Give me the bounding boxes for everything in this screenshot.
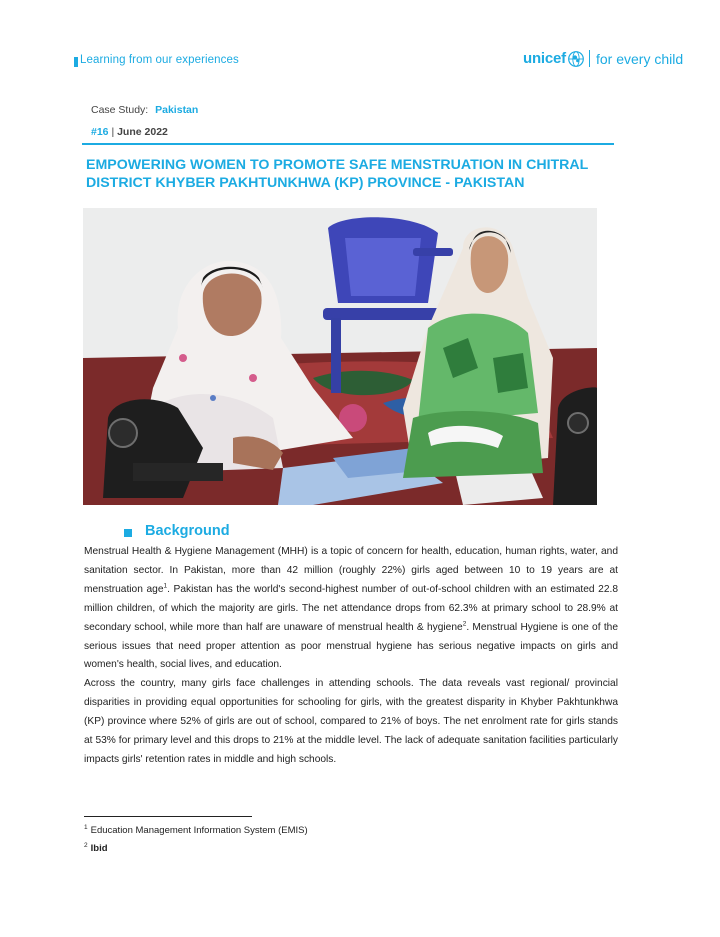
footnote-2: [84, 842, 108, 854]
body-paragraph-1: [84, 543, 618, 675]
case-study-label: Case Study:: [91, 104, 149, 116]
logo-divider: [589, 50, 590, 67]
issue-line: [91, 126, 168, 138]
case-study-country: Pakistan: [155, 104, 199, 116]
body-text: [84, 543, 618, 770]
footnote-mark: 2: [84, 842, 88, 849]
footnote-ref[interactable]: 1: [163, 582, 168, 590]
page-title: EMPOWERING WOMEN TO PROMOTE SAFE MENSTRUATION IN CHITRAL DISTRICT KHYBER PAKHTUNKHWA (KP) PROVINCE - PAKISTAN: [86, 157, 589, 191]
unicef-logo[interactable]: [523, 50, 683, 67]
footnote-mark: 1: [84, 824, 88, 831]
section-bullet: [124, 529, 132, 537]
title-rule: [82, 143, 614, 145]
issue-number: #16: [91, 126, 109, 138]
body-paragraph-2: Across the country, many girls face challenges in attending schools. The data reveals vast regional/ provincial disparities in providing equal opportunities for schooling for girls, with the greatest disparity in Khyber Pakhtunkhwa (KP) province where 52% of girls are out of school, compared to 21% of boys. The net enrolment rate for girls stands at 53% for primary level and this drops to 21% at the middle level. The lack of adequate sanitation facilities particularly impacts girls' retention rates in middle and high schools.: [84, 678, 618, 765]
text-segment: Menstrual Health & Hygiene Management (MHH) is a topic of concern for health, education, human rights, water, and sanitation sector. In Pakistan, more than 42 million (roughly 22%) girls aged between 10 to 19 years are at menstruation age: [84, 546, 618, 595]
photo-illustration: [83, 208, 597, 505]
series-label: Learning from our experiences: [80, 54, 239, 66]
case-study-line: [91, 104, 198, 116]
footnote-rule: [84, 816, 252, 817]
footnote-text: Ibid: [90, 843, 108, 855]
issue-date: June 2022: [117, 126, 168, 138]
text-segment: . Menstrual Hygiene is one of the serious issues that need proper attention as poor menstrual hygiene has serious negative impacts on girls and women's health, social lives, and education.: [84, 621, 618, 671]
section-heading: Background: [145, 523, 230, 539]
footnote-text: Education Management Information System (EMIS): [90, 825, 308, 837]
footnote-1: [84, 824, 308, 836]
logo-wordmark: unicef: [523, 50, 566, 67]
footnote-ref[interactable]: 2: [462, 620, 467, 628]
hero-photo: [83, 208, 597, 505]
logo-tagline: for every child: [595, 50, 684, 67]
text-segment: . Pakistan has the world's second-highest number of out-of-school children with an estimated 22.8 million children, of which the majority are girls. The net attendance drops from 62.3% at primary school to 28.9% at secondary school, while more than half are unaware of menstrual health & hygiene: [84, 583, 618, 633]
series-marker: [74, 57, 78, 67]
issue-separator: |: [108, 126, 118, 138]
unicef-emblem-icon: [568, 51, 584, 67]
